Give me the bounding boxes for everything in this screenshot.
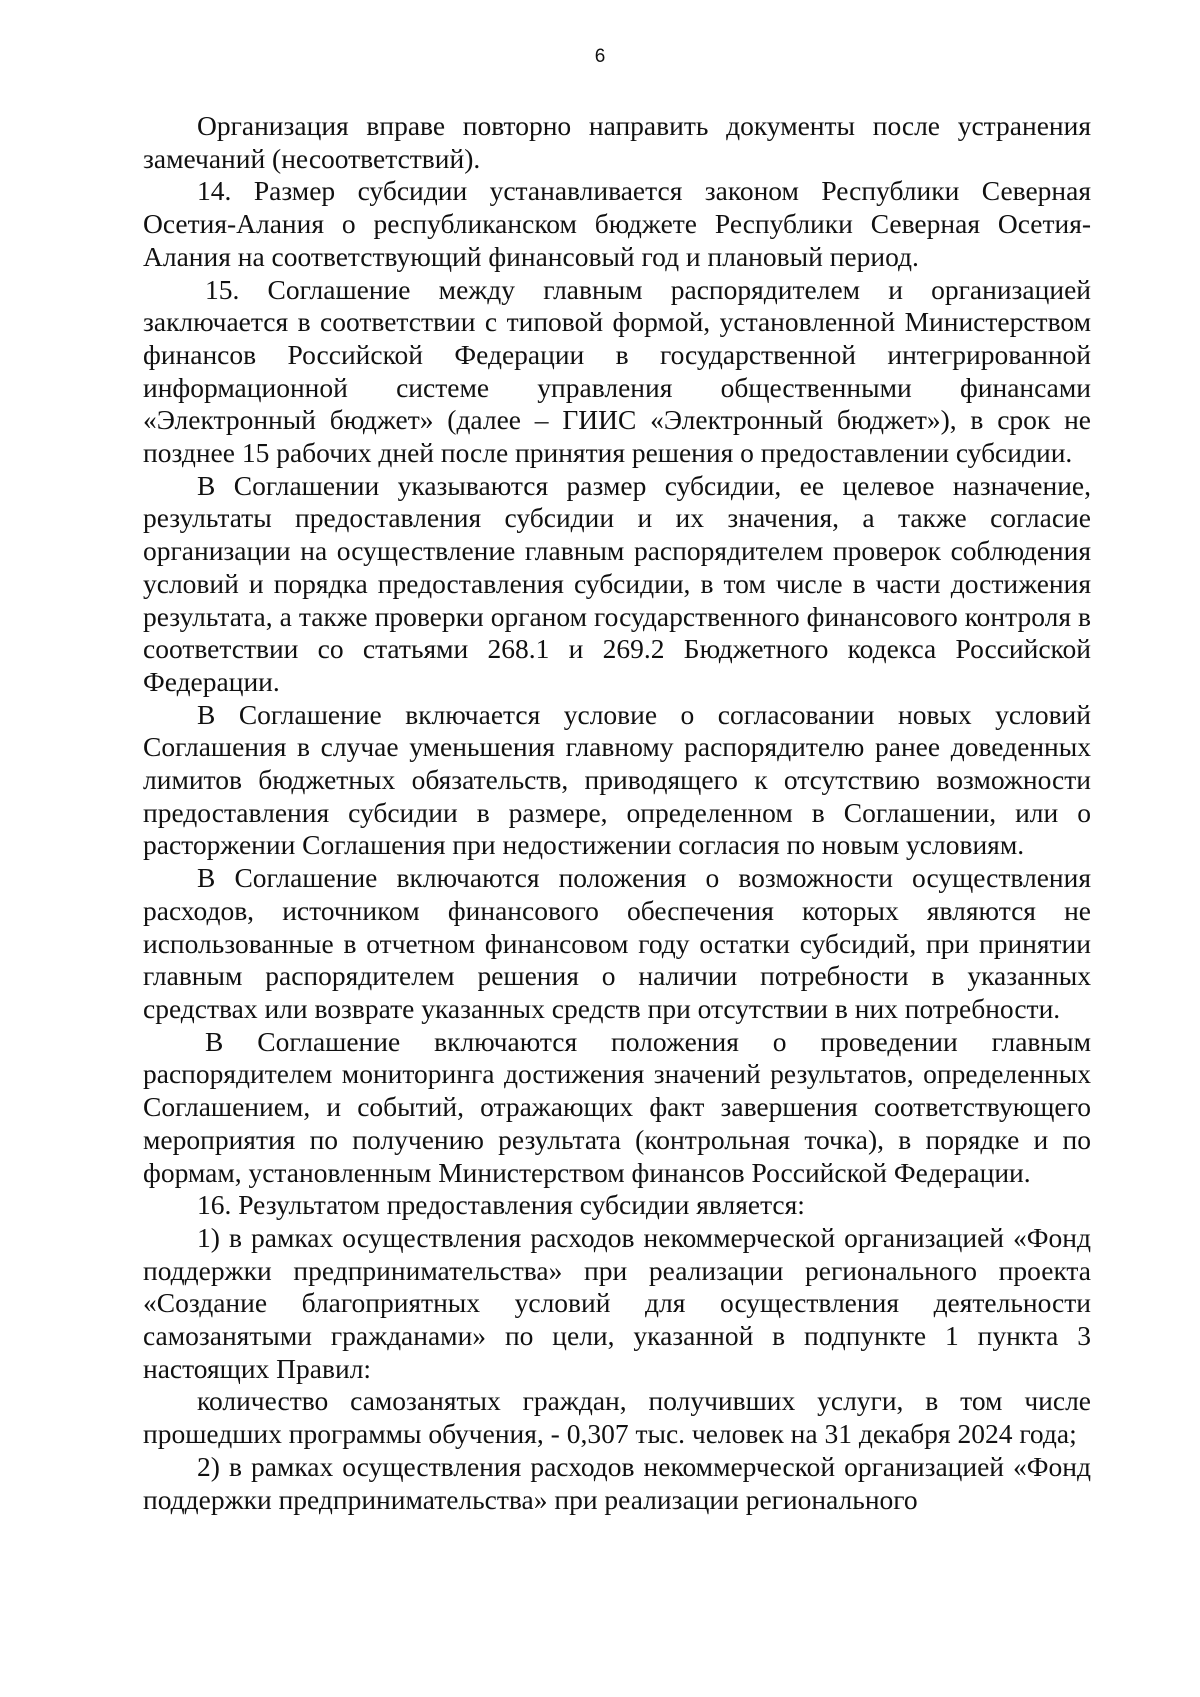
paragraph-14-subsidy-size: 14. Размер субсидии устанавливается законом Республики Северная Осетия-Алания о республиканском бюджете Республики Северная Осетия-Алания на соответствующий финансовый год и плановый период.	[143, 175, 1091, 272]
paragraph-agreement-unused-balances: В Соглашение включаются положения о возможности осуществления расходов, источником финансового обеспечения которых являются не использованные в отчетном финансовом году остатки субсидий, при принятии главным распорядителем решения о наличии потребности в указанных средствах или возврате указанных средств при отсутствии в них потребности.	[143, 862, 1091, 1024]
paragraph-agreement-contents: В Соглашении указываются размер субсидии, ее целевое назначение, результаты предоставления субсидии и их значения, а также согласие организации на осуществление главным распорядителем проверок соблюдения условий и порядка предоставления субсидии, в том числе в части достижения результата, а также проверки органом государственного финансового контроля в соответствии со статьями 268.1 и 269.2 Бюджетного кодекса Российской Федерации.	[143, 469, 1091, 697]
paragraph-16-item-1-indicator: количество самозанятых граждан, получивших услуги, в том числе прошедших программы обучения, - 0,307 тыс. человек на 31 декабря 2024 года;	[143, 1385, 1091, 1450]
paragraph-agreement-monitoring: В Соглашение включаются положения о проведении главным распорядителем мониторинга достижения значений результатов, определенных Соглашением, и событий, отражающих факт завершения соответствующего мероприятия по получению результата (контрольная точка), в порядке и по формам, установленным Министерством финансов Российской Федерации.	[143, 1025, 1091, 1188]
page-number: 6	[594, 46, 606, 67]
paragraph-16-item-2: 2) в рамках осуществления расходов некоммерческой организацией «Фонд поддержки предпринимательства» при реализации регионального	[143, 1450, 1091, 1515]
paragraph-16-result: 16. Результатом предоставления субсидии является:	[197, 1189, 805, 1221]
document-body	[143, 110, 1091, 1516]
paragraph-agreement-new-conditions: В Соглашение включается условие о согласовании новых условий Соглашения в случае уменьшения главному распорядителю ранее доведенных лимитов бюджетных обязательств, приводящего к отсутствию возможности предоставления субсидии в размере, определенном в Соглашении, или о расторжении Соглашения при недостижении согласия по новым условиям.	[143, 698, 1091, 861]
paragraph-16-item-1: 1) в рамках осуществления расходов некоммерческой организацией «Фонд поддержки предпринимательства» при реализации регионального проекта «Создание благоприятных условий для осуществления деятельности самозанятыми гражданами» по цели, указанной в подпункте 1 пункта 3 настоящих Правил:	[143, 1221, 1091, 1384]
paragraph-resubmission: Организация вправе повторно направить документы после устранения замечаний (несоответствий).	[143, 110, 1091, 174]
paragraph-15-agreement: 15. Соглашение между главным распорядителем и организацией заключается в соответствии с типовой формой, установленной Министерством финансов Российской Федерации в государственной интегрированной информационной системе управления общественными финансами «Электронный бюджет» (далее – ГИИС «Электронный бюджет»), в срок не позднее 15 рабочих дней после принятия решения о предоставлении субсидии.	[143, 273, 1091, 469]
